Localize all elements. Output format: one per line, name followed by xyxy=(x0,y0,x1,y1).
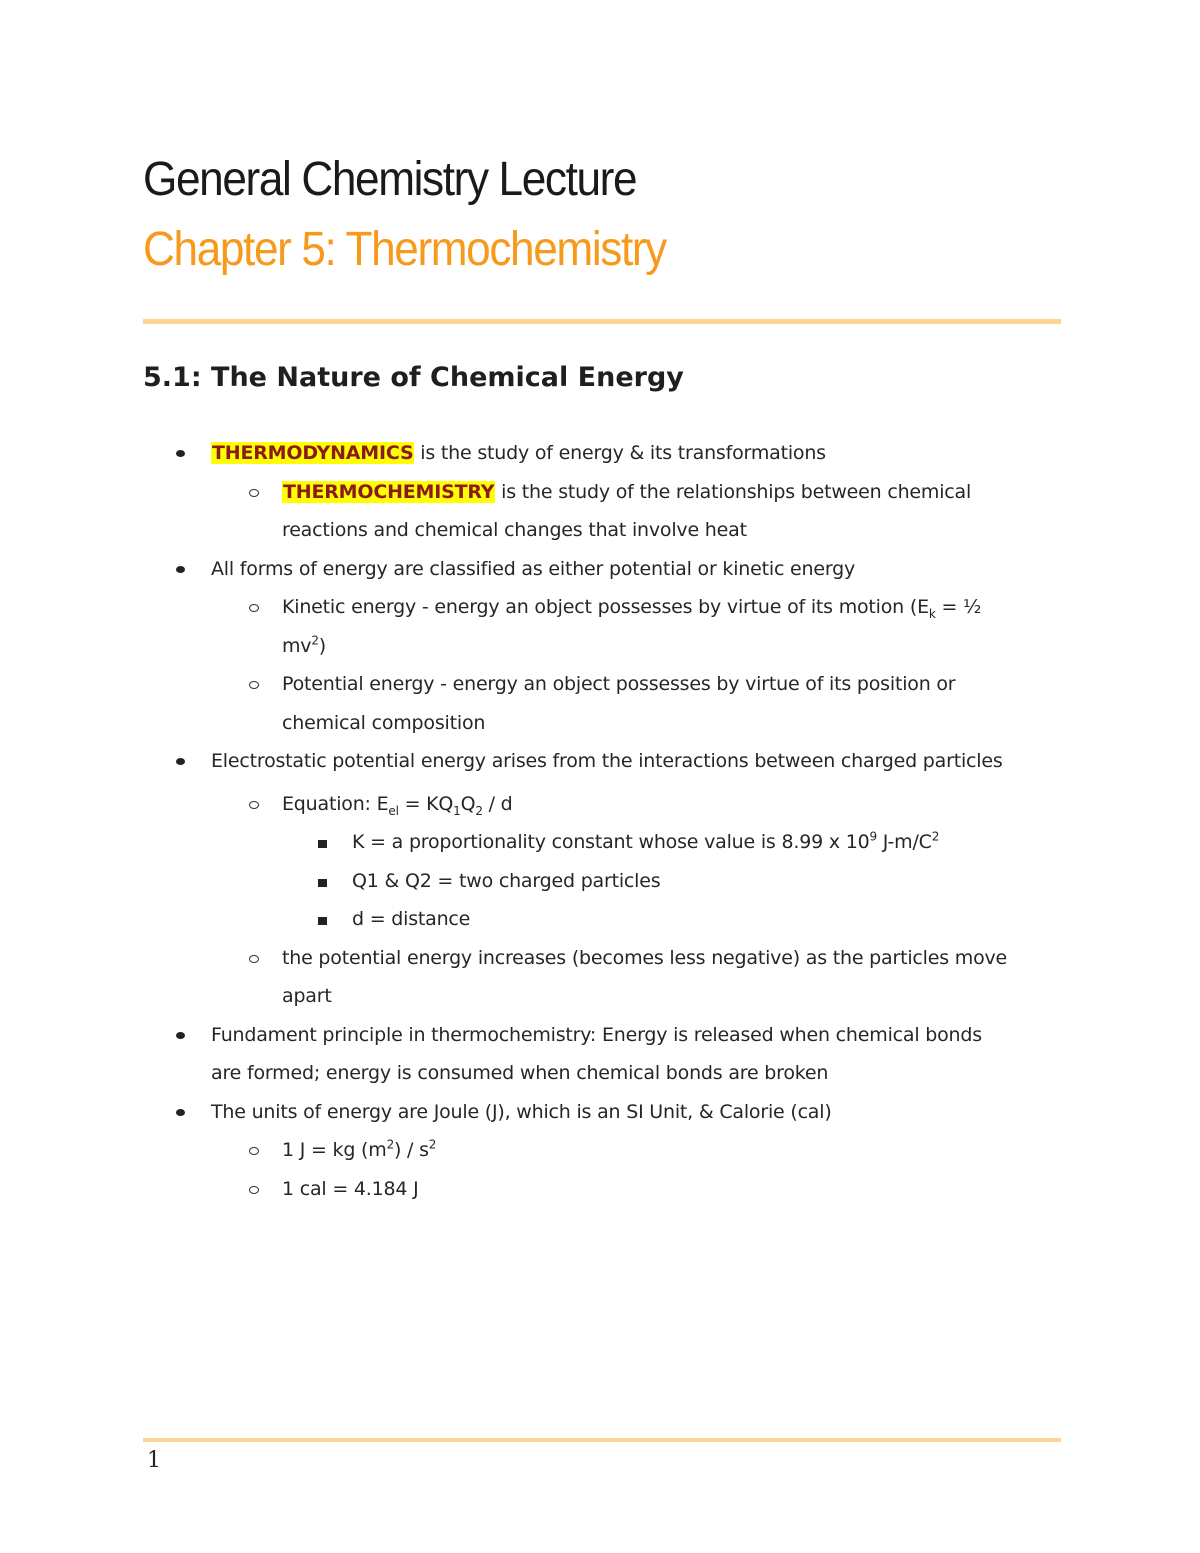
page-number: 1 xyxy=(147,1448,161,1473)
bullet-square-icon xyxy=(318,879,327,887)
subscript: 1 xyxy=(453,803,461,818)
list-item-text: Potential energy - energy an object possesses by virtue of its position or xyxy=(282,673,956,695)
list-item xyxy=(0,588,1200,627)
list-item-text: Fundament principle in thermochemistry: Energy is released when chemical bonds xyxy=(211,1023,982,1046)
list-item xyxy=(0,550,1200,589)
list-item-text: / d xyxy=(482,792,513,815)
list-item-continuation xyxy=(0,511,1200,550)
bullet-circle-icon xyxy=(249,1147,259,1155)
list-item-text: 1 cal = 4.184 J xyxy=(282,1177,419,1200)
superscript: 2 xyxy=(428,1137,437,1152)
bullet-circle-icon xyxy=(249,955,259,963)
highlighted-term: THERMOCHEMISTRY xyxy=(283,480,495,503)
bullet-disc-icon xyxy=(176,1109,185,1116)
list-item-text: J-m/C xyxy=(876,831,932,853)
list-item-text: is the study of energy & its transformations xyxy=(414,442,826,464)
list-item-continuation xyxy=(0,1054,1200,1093)
section-heading: 5.1: The Nature of Chemical Energy xyxy=(143,362,684,393)
list-item-text: Q1 & Q2 = two charged particles xyxy=(352,869,661,892)
bullet-circle-icon xyxy=(249,604,259,612)
list-item-text: is the study of the relationships between chemical xyxy=(495,480,972,503)
list-item-text: reactions and chemical changes that involve heat xyxy=(282,519,747,541)
list-item xyxy=(0,939,1200,978)
superscript: 2 xyxy=(931,829,940,844)
list-item-text: the potential energy increases (becomes less negative) as the particles move xyxy=(282,946,1008,969)
list-item-text: Kinetic energy - energy an object possesses by virtue of its motion (E xyxy=(282,596,929,618)
list-item-text: are formed; energy is consumed when chemical bonds are broken xyxy=(211,1062,829,1084)
bullet-square-icon xyxy=(318,917,327,925)
list-item-text: Q xyxy=(460,792,476,815)
list-item xyxy=(0,1093,1200,1132)
bullet-circle-icon xyxy=(249,1186,259,1194)
highlighted-term: THERMODYNAMICS xyxy=(212,442,414,464)
bullet-disc-icon xyxy=(176,758,185,765)
list-item xyxy=(0,1170,1200,1209)
bullet-square-icon xyxy=(318,840,327,848)
list-item xyxy=(0,434,1200,473)
superscript: 2 xyxy=(311,633,319,648)
top-divider xyxy=(143,319,1061,324)
subscript: 2 xyxy=(475,803,483,818)
list-item xyxy=(0,473,1200,512)
list-item-continuation xyxy=(0,704,1200,743)
subscript: el xyxy=(388,803,399,818)
superscript: 2 xyxy=(386,1137,394,1152)
list-item-text: mv xyxy=(282,634,312,657)
list-item-text: K = a proportionality constant whose value is 8.99 x 10 xyxy=(352,831,870,853)
list-item-text: All forms of energy are classified as either potential or kinetic energy xyxy=(211,557,856,580)
list-item-text: ) / s xyxy=(394,1139,429,1161)
bullet-circle-icon xyxy=(249,489,259,497)
bullet-list xyxy=(0,434,1200,1208)
list-item xyxy=(0,665,1200,704)
list-item-text: ) xyxy=(318,634,327,657)
subscript: k xyxy=(928,606,936,621)
list-item xyxy=(0,823,1200,862)
list-item-text: d = distance xyxy=(352,908,471,930)
page-subtitle: Chapter 5: Thermochemistry xyxy=(143,223,666,276)
list-item-continuation xyxy=(0,977,1200,1016)
list-item-text: = ½ xyxy=(935,596,982,618)
list-item-text: The units of energy are Joule (J), which is an SI Unit, & Calorie (cal) xyxy=(211,1100,832,1123)
list-item xyxy=(0,862,1200,901)
bullet-disc-icon xyxy=(176,566,185,573)
bottom-divider xyxy=(143,1438,1061,1442)
bullet-disc-icon xyxy=(176,1032,185,1039)
list-item xyxy=(0,1016,1200,1055)
bullet-disc-icon xyxy=(176,450,185,457)
list-item-text: = KQ xyxy=(398,792,454,815)
page-title: General Chemistry Lecture xyxy=(143,153,637,206)
list-item xyxy=(0,1131,1200,1170)
list-item xyxy=(0,742,1200,781)
list-item-text: apart xyxy=(282,985,332,1007)
list-item-text: Electrostatic potential energy arises from the interactions between charged particles xyxy=(211,750,1003,772)
list-item-continuation xyxy=(0,627,1200,666)
list-item-text: 1 J = kg (m xyxy=(282,1139,387,1161)
list-item xyxy=(0,785,1200,824)
bullet-circle-icon xyxy=(249,801,259,809)
bullet-circle-icon xyxy=(249,681,259,689)
list-item-text: Equation: E xyxy=(282,792,389,815)
list-item xyxy=(0,900,1200,939)
superscript: 9 xyxy=(869,829,877,844)
list-item-text: chemical composition xyxy=(282,711,486,734)
